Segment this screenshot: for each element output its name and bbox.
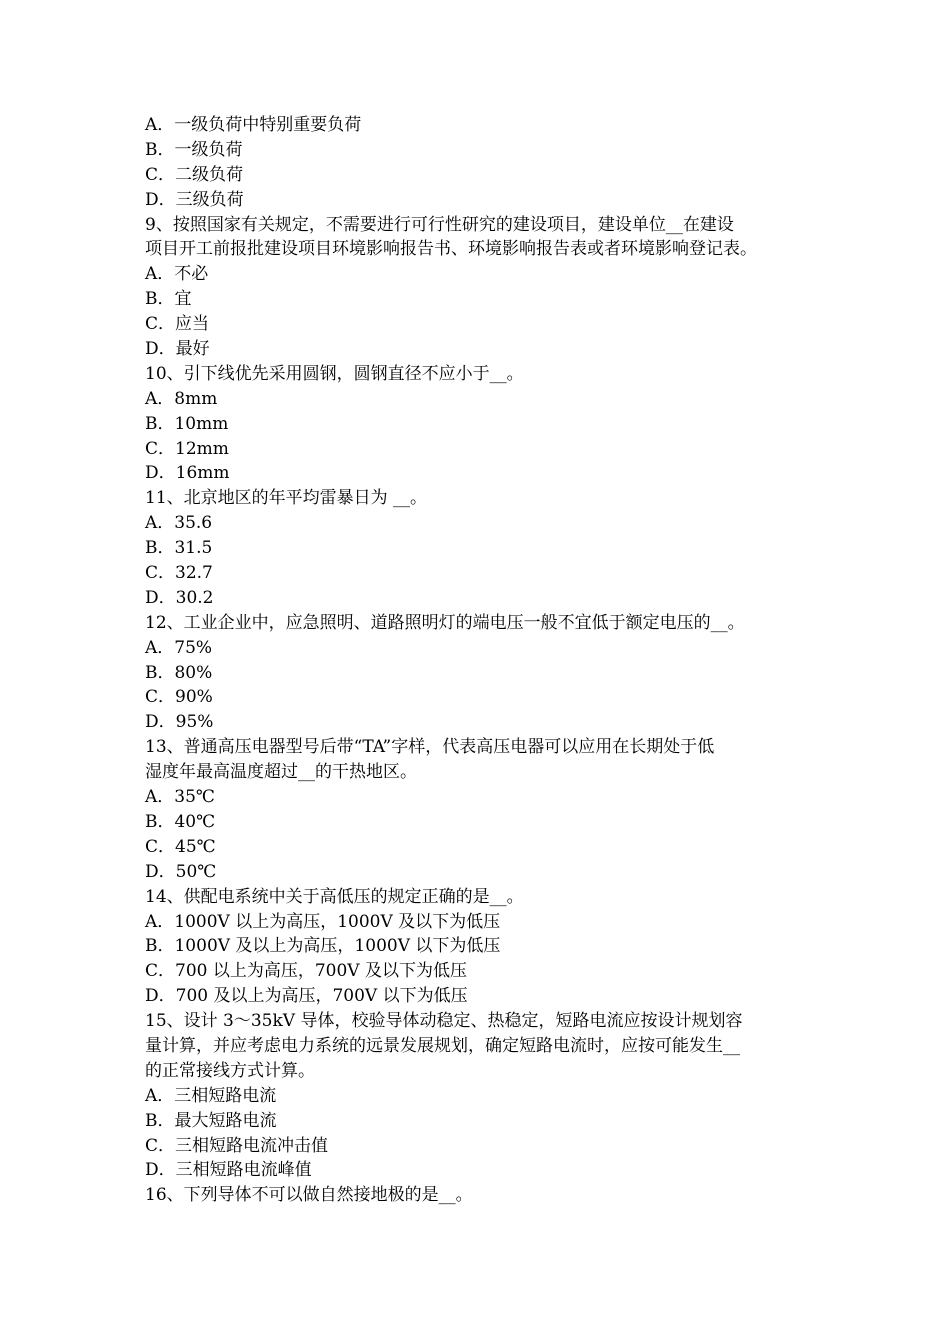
question-15-continued: 的正常接线方式计算。 — [145, 1060, 315, 1081]
question-12: 12、工业企业中，应急照明、道路照明灯的端电压一般不宜低于额定电压的__。 — [145, 612, 745, 633]
option-d: D．30.2 — [145, 587, 214, 608]
option-c: C．90% — [145, 687, 213, 708]
question-15: 15、设计 3～35kV 导体，校验导体动稳定、热稳定，短路电流应按设计规划容 — [145, 1011, 743, 1032]
option-c: C．二级负荷 — [145, 164, 244, 185]
option-c: C．三相短路电流冲击值 — [145, 1135, 329, 1156]
option-d: D．16mm — [145, 463, 230, 484]
question-11: 11、北京地区的年平均雷暴日为 __。 — [145, 488, 428, 509]
option-d: D．三相短路电流峰值 — [145, 1160, 312, 1181]
option-a: A．三相短路电流 — [145, 1085, 277, 1106]
option-c: C．32.7 — [145, 563, 213, 584]
option-a: A．8mm — [145, 388, 218, 409]
option-c: C．45℃ — [145, 836, 216, 857]
question-16: 16、下列导体不可以做自然接地极的是__。 — [145, 1185, 473, 1206]
option-a: A．不必 — [145, 264, 209, 285]
option-b: B．80% — [145, 662, 213, 683]
question-13: 13、普通高压电器型号后带“TA”字样，代表高压电器可以应用在长期处于低 — [145, 737, 715, 758]
option-d: D．50℃ — [145, 861, 217, 882]
option-c: C．应当 — [145, 314, 210, 335]
option-c: C．700 以上为高压，700V 及以下为低压 — [145, 961, 467, 982]
option-d: D．三级负荷 — [145, 189, 244, 210]
option-d: D．700 及以上为高压，700V 以下为低压 — [145, 986, 468, 1007]
option-d: D．95% — [145, 712, 214, 733]
question-15-continued: 量计算，并应考虑电力系统的远景发展规划，确定短路电流时，应按可能发生__ — [145, 1035, 740, 1056]
option-b: B．31.5 — [145, 538, 213, 559]
option-a: A．35.6 — [145, 513, 213, 534]
document-page — [145, 113, 825, 1208]
option-a: A．75% — [145, 637, 213, 658]
question-10: 10、引下线优先采用圆钢，圆钢直径不应小于__。 — [145, 363, 524, 384]
question-9-continued: 项目开工前报批建设项目环境影响报告书、环境影响报告表或者环境影响登记表。 — [145, 239, 757, 260]
question-14: 14、供配电系统中关于高低压的规定正确的是__。 — [145, 886, 524, 907]
option-b: B．宜 — [145, 289, 192, 310]
option-a: A．一级负荷中特别重要负荷 — [145, 115, 362, 135]
option-b: B．10mm — [145, 413, 229, 434]
option-b: B．1000V 及以上为高压，1000V 以下为低压 — [145, 936, 501, 957]
option-a: A．1000V 以上为高压，1000V 及以下为低压 — [145, 911, 501, 932]
question-9: 9、按照国家有关规定，不需要进行可行性研究的建设项目，建设单位__在建设 — [145, 214, 734, 235]
option-c: C．12mm — [145, 438, 229, 459]
option-d: D．最好 — [145, 339, 210, 360]
option-b: B．40℃ — [145, 811, 216, 832]
option-a: A．35℃ — [145, 787, 215, 808]
option-b: B．一级负荷 — [145, 139, 243, 160]
option-b: B．最大短路电流 — [145, 1110, 277, 1131]
question-13-continued: 湿度年最高温度超过__的干热地区。 — [145, 762, 417, 783]
